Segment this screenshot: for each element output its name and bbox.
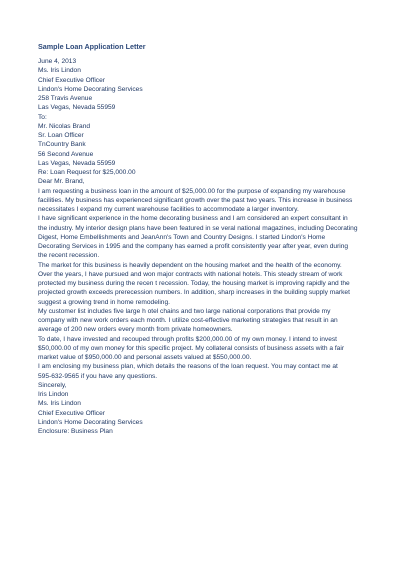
recipient-bank: TnCountry Bank bbox=[38, 141, 86, 149]
document-title: Sample Loan Application Letter bbox=[38, 42, 146, 51]
signer-title: Chief Executive Officer bbox=[38, 409, 105, 417]
body-line: To date, I have invested and recouped through profits $200,000.00 of my own money. I intend to invest bbox=[38, 335, 337, 343]
recipient-to-label: To: bbox=[38, 113, 47, 121]
sender-name: Ms. Iris Lindon bbox=[38, 67, 81, 75]
salutation: Dear Mr. Brand, bbox=[38, 178, 85, 186]
body-line: I am requesting a business loan in the amount of $25,000.00 for the purpose of expanding my warehouse bbox=[38, 187, 346, 195]
sender-title: Chief Executive Officer bbox=[38, 76, 105, 84]
body-line: Over the years, I have pursued and won major contracts with national hotels. This steady stream of work bbox=[38, 270, 343, 278]
body-line: Digest, Home Embellishments and JeanAnn's Town and Country Designs. I started Lindon's Home bbox=[38, 233, 326, 241]
sender-street: 258 Travis Avenue bbox=[38, 95, 93, 102]
body-line: $50,000.00 of my own money for this specific project. My collateral consists of business assets with a fair bbox=[38, 344, 345, 352]
signer-full-name: Ms. Iris Lindon bbox=[38, 400, 81, 408]
closing: Sincerely, bbox=[38, 381, 67, 389]
recipient-name: Mr. Nicolas Brand bbox=[38, 122, 91, 130]
recipient-street: 56 Second Avenue bbox=[38, 150, 94, 158]
sender-city: Las Vegas, Nevada 55959 bbox=[38, 104, 116, 112]
body-line: The market for this business is heavily dependent on the housing market and the health of the economy. bbox=[38, 261, 342, 269]
body-line: company with new work orders each month. I utilize cost-effective marketing strategies that result in an bbox=[38, 317, 338, 324]
body-line: the industry. My interior design plans have been featured in se veral national magazines, including Decorating bbox=[38, 224, 358, 232]
body-line: projected growth exceeds prerecession numbers. In addition, sharp increases in the building supply market bbox=[38, 289, 350, 297]
signature-name: Iris Lindon bbox=[38, 391, 69, 398]
body-line: Decorating Services in 1995 and the company has earned a profit consistently year after year, even during bbox=[38, 243, 349, 250]
body-line: market value of $950,000.00 and personal assets valued at $550,000.00. bbox=[38, 354, 252, 361]
subject-line: Re: Loan Request for $25,000.00 bbox=[38, 169, 136, 176]
body-line: 595-632-9565 if you have any questions. bbox=[38, 372, 158, 380]
body-line: I have significant experience in the home decorating business and I am considered an expert consultant in bbox=[38, 215, 348, 223]
signer-company: Lindon's Home Decorating Services bbox=[38, 418, 143, 426]
body-line: average of 200 new orders every month from private homeowners. bbox=[38, 326, 233, 334]
letter-page bbox=[38, 42, 378, 436]
body-line: the recent recession. bbox=[38, 252, 100, 260]
body-line: I am enclosing my business plan, which details the reasons of the loan request. You may contact me at bbox=[38, 363, 338, 371]
body-line: necessitates I expand my current warehouse facilities to accommodate a larger inventory. bbox=[38, 206, 299, 213]
body-line: suggest a growing trend in home remodeling. bbox=[38, 298, 170, 306]
body-line: My customer list includes five large h otel chains and two large national corporations that provide my bbox=[38, 307, 331, 315]
body-line: facilities. My business has experienced significant growth over the past two years. This increase in business bbox=[38, 196, 353, 204]
letter-date: June 4, 2013 bbox=[38, 58, 77, 65]
recipient-title: Sr. Loan Officer bbox=[38, 132, 84, 139]
recipient-city: Las Vegas, Nevada 55959 bbox=[38, 159, 116, 167]
body-line: protected my business during the recen t recession. Today, the housing market is improving rapidly and the bbox=[38, 280, 350, 287]
sender-company: Lindon's Home Decorating Services bbox=[38, 85, 143, 93]
enclosure-note: Enclosure: Business Plan bbox=[38, 428, 113, 435]
